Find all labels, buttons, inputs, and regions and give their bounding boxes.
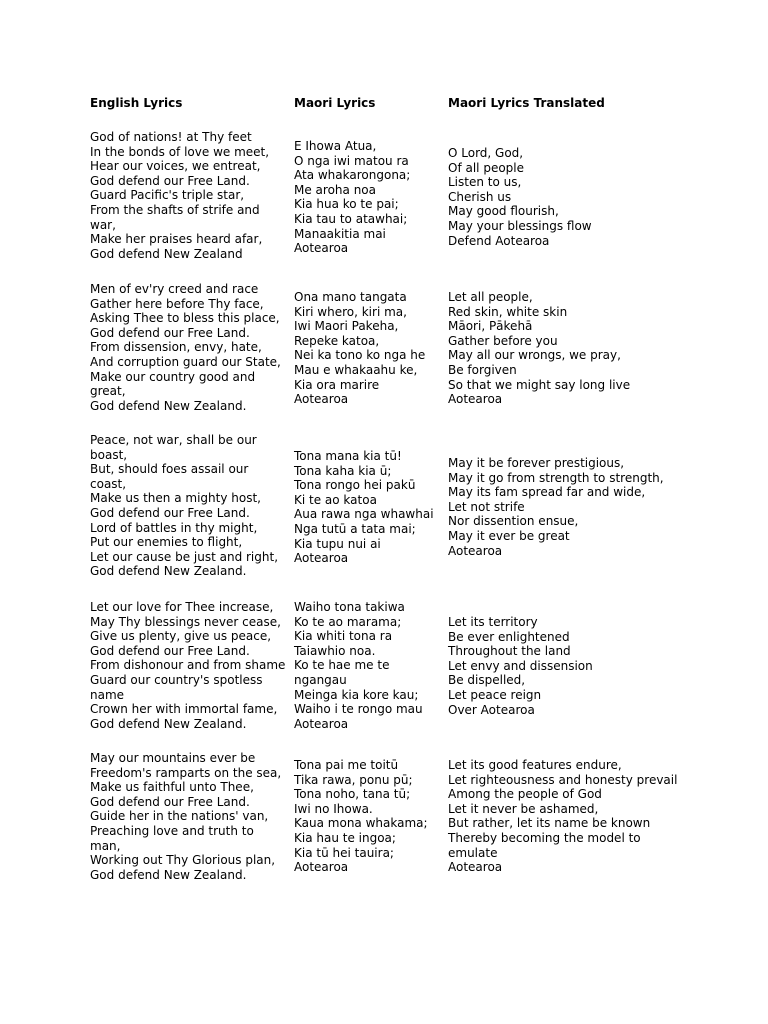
lyric-line: Lord of battles in thy might, [90,520,258,535]
lyric-line: Kia ora marire [294,377,380,392]
lyric-line: Tona noho, tana tū; [294,787,411,802]
lyric-line: Guard Pacific's triple star, [90,188,245,203]
lyric-line: Let peace reign [448,687,542,702]
lyric-line: great, [90,384,126,399]
lyric-line: man, [90,838,121,853]
verse-3-english [90,433,280,579]
lyric-line: Throughout the land [448,644,571,659]
lyric-line: Let its good features endure, [448,758,622,772]
lyric-line: Aotearoa [294,392,349,407]
lyric-line: Aotearoa [294,716,349,731]
lyric-line: Aotearoa [294,551,349,566]
lyric-line: From dissension, envy, hate, [90,340,262,355]
lyric-line: Ko te ao marama; [294,614,402,629]
lyric-line: But rather, let its name be known [448,816,651,831]
lyric-line: May good flourish, [448,204,559,219]
lyric-line: Cherish us [448,189,512,204]
verse-3-translated [448,456,738,558]
lyric-line: Aotearoa [294,860,349,875]
lyric-line: Ona mano tangata [294,290,407,304]
lyric-line: Be forgiven [448,362,517,377]
verse-4-maori [294,600,444,731]
header-english-lyrics: English Lyrics [90,96,183,110]
lyric-line: Me aroha noa [294,182,376,197]
lyric-line: Guide her in the nations' van, [90,809,269,824]
lyric-line: Listen to us, [448,175,522,190]
verse-4-translated [448,615,738,717]
lyric-line: So that we might say long live [448,377,631,392]
lyric-line: Mau e whakaahu ke, [294,362,418,377]
verse-5-english [90,751,280,882]
verse-2-translated [448,290,738,407]
lyric-line: Tika rawa, ponu pū; [294,772,413,787]
lyric-line: Be dispelled, [448,673,526,688]
lyric-line: Among the people of God [448,787,602,802]
lyric-line: Preaching love and truth to [90,823,254,838]
lyric-line: Iwi no Ihowa. [294,801,373,816]
lyric-line: Iwi Maori Pakeha, [294,319,399,334]
lyric-line: Let its territory [448,615,538,629]
lyric-line: Defend Aotearoa [448,233,550,248]
lyric-line: Let our love for Thee increase, [90,600,274,614]
lyric-line: God defend our Free Land. [90,643,250,658]
lyric-line: Let envy and dissension [448,658,593,673]
lyric-line: ngangau [294,672,347,687]
lyric-line: E Ihowa Atua, [294,139,377,153]
lyric-line: May it ever be great [448,528,570,543]
lyric-line: Be ever enlightened [448,629,570,644]
lyric-line: Let it never be ashamed, [448,801,599,816]
lyric-line: Gather here before Thy face, [90,296,264,311]
lyric-line: Red skin, white skin [448,304,568,319]
lyric-line: Over Aotearoa [448,702,535,717]
lyric-line: May all our wrongs, we pray, [448,348,621,363]
lyric-line: Kia whiti tona ra [294,629,393,644]
lyric-line: Tona pai me toitū [294,758,399,772]
lyric-line: God defend New Zealand. [90,716,247,731]
lyric-line: Asking Thee to bless this place, [90,311,280,326]
verse-1-translated [448,146,738,248]
lyric-line: God defend our Free Land. [90,505,250,520]
lyric-line: Manaakitia mai [294,226,386,241]
lyric-line: May it go from strength to strength, [448,470,664,485]
lyric-line: name [90,687,125,702]
lyric-line: war, [90,217,116,232]
lyric-line: Kia hau te ingoa; [294,830,396,845]
lyric-line: God defend our Free Land. [90,325,250,340]
lyric-line: Ki te ao katoa [294,492,377,507]
lyric-line: Aotearoa [448,860,503,875]
lyric-line: Make our country good and [90,369,256,384]
lyric-line: Tona rongo hei pakū [294,478,416,493]
verse-4-english [90,600,286,731]
verse-5-maori [294,758,444,875]
lyric-line: Kia tau to atawhai; [294,211,408,226]
lyric-line: Aotearoa [448,392,503,407]
lyric-line: Guard our country's spotless [90,672,263,687]
header-maori-lyrics-translated: Maori Lyrics Translated [448,96,605,110]
lyric-line: Make her praises heard afar, [90,232,263,247]
lyric-line: Kaua mona whakama; [294,816,428,831]
lyric-line: Of all people [448,160,524,175]
lyric-line: Let not strife [448,499,525,514]
verse-3-maori [294,449,444,566]
lyric-line: And corruption guard our State, [90,354,281,369]
lyric-line: Kia hua ko te pai; [294,197,399,212]
lyric-line: Nei ka tono ko nga he [294,348,426,363]
lyric-line: Working out Thy Glorious plan, [90,853,276,868]
lyric-line: Freedom's ramparts on the sea, [90,765,282,780]
lyric-line: Men of ev'ry creed and race [90,282,259,296]
lyric-line: May its fam spread far and wide, [448,485,646,500]
lyric-line: May our mountains ever be [90,751,256,765]
lyric-line: God defend New Zealand. [90,564,247,579]
lyric-line: Make us faithful unto Thee, [90,780,254,795]
lyric-line: Repeke katoa, [294,333,380,348]
verse-1-maori [294,139,444,256]
lyric-line: From dishonour and from shame [90,658,286,673]
lyric-line: boast, [90,447,128,462]
lyric-line: Let righteousness and honesty prevail [448,772,678,787]
lyric-line: Let our cause be just and right, [90,549,279,564]
lyric-line: Nga tutū a tata mai; [294,521,416,536]
lyric-line: Tona mana kia tū! [294,449,402,463]
lyric-line: God defend our Free Land. [90,173,250,188]
lyric-line: Peace, not war, shall be our [90,433,257,447]
lyric-line: Gather before you [448,333,558,348]
lyric-line: Ata whakarongona; [294,168,411,183]
lyric-line: Ko te hae me te [294,658,390,673]
lyric-line: Waiho i te rongo mau [294,702,423,717]
lyric-line: Thereby becoming the model to [448,830,641,845]
lyric-line: Waiho tona takiwa [294,600,405,614]
lyric-line: Aotearoa [294,241,349,256]
lyric-line: Kiri whero, kiri ma, [294,304,407,319]
lyric-line: Māori, Pākehā [448,319,533,334]
lyric-line: O nga iwi matou ra [294,153,409,168]
lyric-line: Hear our voices, we entreat, [90,159,261,174]
verse-5-translated [448,758,738,875]
lyric-line: Meinga kia kore kau; [294,687,419,702]
lyric-line: O Lord, God, [448,146,524,160]
lyric-line: God defend our Free Land. [90,794,250,809]
verse-2-maori [294,290,444,407]
lyric-line: emulate [448,845,498,860]
lyric-line: But, should foes assail our [90,462,249,477]
verse-2-english [90,282,280,413]
lyric-line: Make us then a mighty host, [90,491,261,506]
lyric-line: May Thy blessings never cease, [90,614,281,629]
lyric-line: God defend New Zealand. [90,398,247,413]
lyric-line: God defend New Zealand [90,246,243,261]
lyric-line: Tona kaha kia ū; [294,463,392,478]
lyric-line: Nor dissention ensue, [448,514,579,529]
lyric-line: Aua rawa nga whawhai [294,507,434,522]
lyric-line: God of nations! at Thy feet [90,130,252,144]
verse-1-english [90,130,280,261]
lyric-line: coast, [90,476,127,491]
lyric-line: Let all people, [448,290,533,304]
lyric-line: In the bonds of love we meet, [90,144,270,159]
lyric-line: May it be forever prestigious, [448,456,625,470]
lyric-line: From the shafts of strife and [90,202,260,217]
lyric-line: Put our enemies to flight, [90,535,243,550]
header-maori-lyrics: Maori Lyrics [294,96,376,110]
lyric-line: God defend New Zealand. [90,867,247,882]
lyric-line: May your blessings flow [448,218,592,233]
lyric-line: Kia tupu nui ai [294,536,381,551]
lyric-line: Aotearoa [448,543,503,558]
lyric-line: Kia tū hei tauira; [294,845,394,860]
lyric-line: Taiawhio noa. [294,643,376,658]
lyric-line: Crown her with immortal fame, [90,702,278,717]
lyric-line: Give us plenty, give us peace, [90,629,272,644]
